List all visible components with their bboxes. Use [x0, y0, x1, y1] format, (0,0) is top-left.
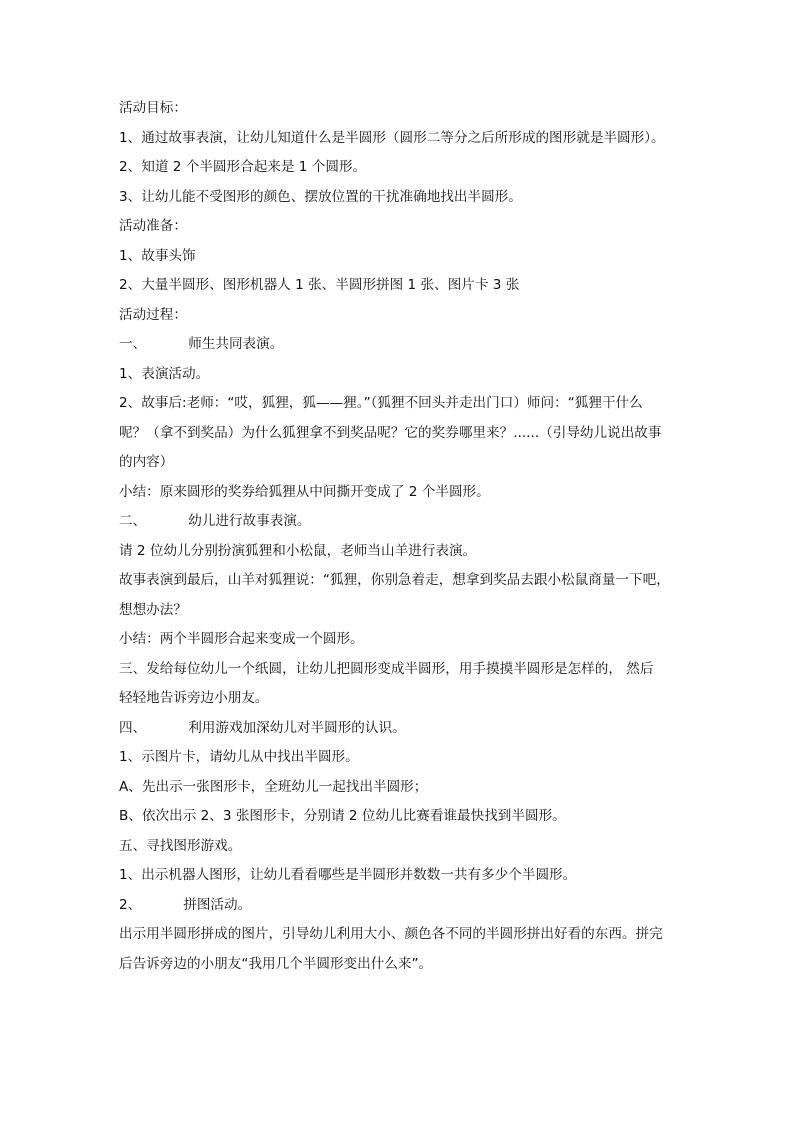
step-5-2-line-2: 后告诉旁边的小朋友“我用几个半圆形变出什么来”。 — [119, 956, 433, 972]
section-1-title: 师生共同表演。 — [188, 336, 284, 352]
step-1-2-line-1: 2、故事后:老师：“哎，狐狸，狐——狸。”（狐狸不回头并走出门口）师问：“狐狸干什么 — [119, 395, 643, 411]
step-4-1: 1、示图片卡，请幼儿从中找出半圆形。 — [119, 749, 359, 765]
step-5-2-number: 2、 — [119, 897, 142, 913]
section-2-title: 幼儿进行故事表演。 — [188, 513, 311, 529]
goal-3: 3、让幼儿能不受图形的颜色、摆放位置的干扰准确地找出半圆形。 — [119, 189, 522, 205]
section-2-number: 二、 — [119, 513, 147, 529]
section-3-line-1: 三、发给每位幼儿一个纸圆，让幼儿把圆形变成半圆形，用手摸摸半圆形是怎样的， 然后 — [119, 661, 654, 677]
step-2-line-2: 故事表演到最后，山羊对狐狸说：“狐狸，你别急着走，想拿到奖品去跟小松鼠商量一下吧， — [119, 572, 670, 588]
section-2 — [119, 511, 311, 531]
step-5-2 — [119, 895, 251, 915]
step-5-2-line-1: 出示用半圆形拼成的图片，引导幼儿利用大小、颜色各不同的半圆形拼出好看的东西。拼完 — [119, 926, 663, 942]
section-1 — [119, 334, 283, 354]
heading-activity-goals: 活动目标： — [119, 100, 187, 116]
prep-2: 2、大量半圆形、图形机器人 1 张、半圆形拼图 1 张、图片卡 3 张 — [119, 277, 520, 293]
step-2-line-3: 想想办法？ — [119, 602, 187, 618]
step-1-1: 1、表演活动。 — [119, 366, 210, 382]
section-4-number: 四、 — [119, 720, 147, 736]
section-4 — [119, 718, 406, 738]
summary-2: 小结：两个半圆形合起来变成一个圆形。 — [119, 631, 364, 647]
step-1-2-line-2: 呢？（拿不到奖品）为什么狐狸拿不到奖品呢？它的奖券哪里来？......（引导幼儿说出故事 — [119, 425, 662, 441]
step-4-b: B、依次出示 2、3 张图形卡，分别请 2 位幼儿比赛看谁最快找到半圆形。 — [119, 808, 566, 824]
goal-2: 2、知道 2 个半圆形合起来是 1 个圆形。 — [119, 159, 367, 175]
prep-1: 1、故事头饰 — [119, 248, 196, 264]
section-4-title: 利用游戏加深幼儿对半圆形的认识。 — [188, 720, 406, 736]
section-1-number: 一、 — [119, 336, 147, 352]
summary-1: 小结：原来圆形的奖券给狐狸从中间撕开变成了 2 个半圆形。 — [119, 484, 490, 500]
goal-1: 1、通过故事表演，让幼儿知道什么是半圆形（圆形二等分之后所形成的图形就是半圆形）。 — [119, 130, 665, 146]
step-4-a: A、先出示一张图形卡，全班幼儿一起找出半圆形； — [119, 779, 428, 795]
step-1-2-line-3: 的内容） — [119, 454, 174, 470]
step-5-2-title: 拼图活动。 — [183, 897, 252, 913]
heading-activity-process: 活动过程： — [119, 307, 187, 323]
heading-activity-preparation: 活动准备： — [119, 218, 187, 234]
section-5: 五、寻找图形游戏。 — [119, 838, 242, 854]
section-3-line-2: 轻轻地告诉旁边小朋友。 — [119, 690, 269, 706]
step-5-1: 1、出示机器人图形，让幼儿看看哪些是半圆形并数数一共有多少个半圆形。 — [119, 867, 577, 883]
step-2-line-1: 请 2 位幼儿分别扮演狐狸和小松鼠，老师当山羊进行表演。 — [119, 543, 477, 559]
